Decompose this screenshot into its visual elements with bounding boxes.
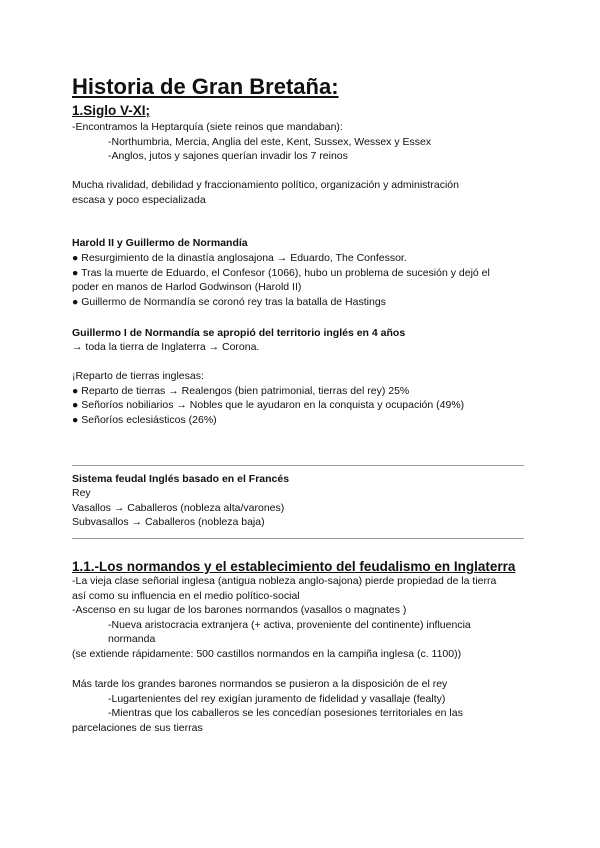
text-line: parcelaciones de sus tierras xyxy=(72,721,203,734)
bullet-item: ● Tras la muerte de Eduardo, el Confesor (1066), hubo un problema de sucesión y dejó el xyxy=(72,266,490,279)
text-line: (se extiende rápidamente: 500 castillos normandos en la campiña inglesa (c. 1100)) xyxy=(72,647,462,660)
section-1-1-list xyxy=(72,574,532,662)
guillermo-heading: Guillermo I de Normandía se apropió del territorio inglés en 4 años xyxy=(72,327,406,339)
text-line: Subvasallos → Caballeros (nobleza baja) xyxy=(72,516,265,529)
bullet-item: ● Guillermo de Normandía se coronó rey tras la batalla de Hastings xyxy=(72,295,386,308)
horizontal-rule xyxy=(72,538,524,539)
text-line: Vasallos → Caballeros (nobleza alta/varones) xyxy=(72,501,285,514)
text-line: Más tarde los grandes barones normandos se pusieron a la disposición de el rey xyxy=(72,678,448,690)
harold-heading: Harold II y Guillermo de Normandía xyxy=(72,237,248,249)
text-line: -Nueva aristocracia extranjera (+ activa, proveniente del continente) influencia xyxy=(108,618,471,631)
section-1-1-later xyxy=(72,677,532,735)
bullet-item: ● Señoríos eclesiásticos (26%) xyxy=(72,413,217,426)
section-1-list xyxy=(72,120,532,164)
text-line: -Ascenso en su lugar de los barones normandos (vasallos o magnates ) xyxy=(72,604,407,617)
text-line: Rey xyxy=(72,487,91,499)
text-line: -Northumbria, Mercia, Anglia del este, Kent, Sussex, Wessex y Essex xyxy=(108,135,432,148)
text-line: -Mientras que los caballeros se les concedían posesiones territoriales en las xyxy=(108,707,463,720)
harold-list xyxy=(72,251,532,309)
feudal-list xyxy=(72,486,532,530)
text-line: poder en manos de Harlod Godwinson (Harold II) xyxy=(72,281,302,294)
section-1-heading: 1.Siglo V-XI; xyxy=(72,103,151,118)
feudal-heading: Sistema feudal Inglés basado en el Francés xyxy=(72,473,290,485)
text-line: -Anglos, jutos y sajones querían invadir los 7 reinos xyxy=(108,150,348,163)
text-line: -Lugartenientes del rey exigían juramento de fidelidad y vasallaje (fealty) xyxy=(108,692,446,705)
section-1-paragraph xyxy=(72,178,532,207)
reparto-list xyxy=(72,369,532,427)
text-line: -Encontramos la Heptarquía (siete reinos que mandaban): xyxy=(72,121,343,133)
bullet-item: ● Señoríos nobiliarios → Nobles que le ayudaron en la conquista y ocupación (49%) xyxy=(72,399,465,412)
text-line: -La vieja clase señorial inglesa (antigua nobleza anglo-sajona) pierde propiedad de la tierra xyxy=(72,575,497,587)
section-1-1-heading: 1.1.-Los normandos y el establecimiento del feudalismo en Inglaterra xyxy=(72,559,516,574)
bullet-item: ● Reparto de tierras → Realengos (bien patrimonial, tierras del rey) 25% xyxy=(72,384,410,397)
text-line: así como su influencia en el medio político-social xyxy=(72,589,300,602)
horizontal-rule xyxy=(72,465,524,466)
text-line: escasa y poco especializada xyxy=(72,193,206,206)
reparto-title: ¡Reparto de tierras inglesas: xyxy=(72,370,204,382)
page-title: Historia de Gran Bretaña: xyxy=(72,74,339,99)
guillermo-line: → toda la tierra de Inglaterra → Corona. xyxy=(72,341,260,353)
bullet-item: ● Resurgimiento de la dinastía anglosajona → Eduardo, The Confessor. xyxy=(72,252,407,264)
text-line: normanda xyxy=(108,633,156,646)
text-line: Mucha rivalidad, debilidad y fraccionamiento político, organización y administración xyxy=(72,179,459,191)
